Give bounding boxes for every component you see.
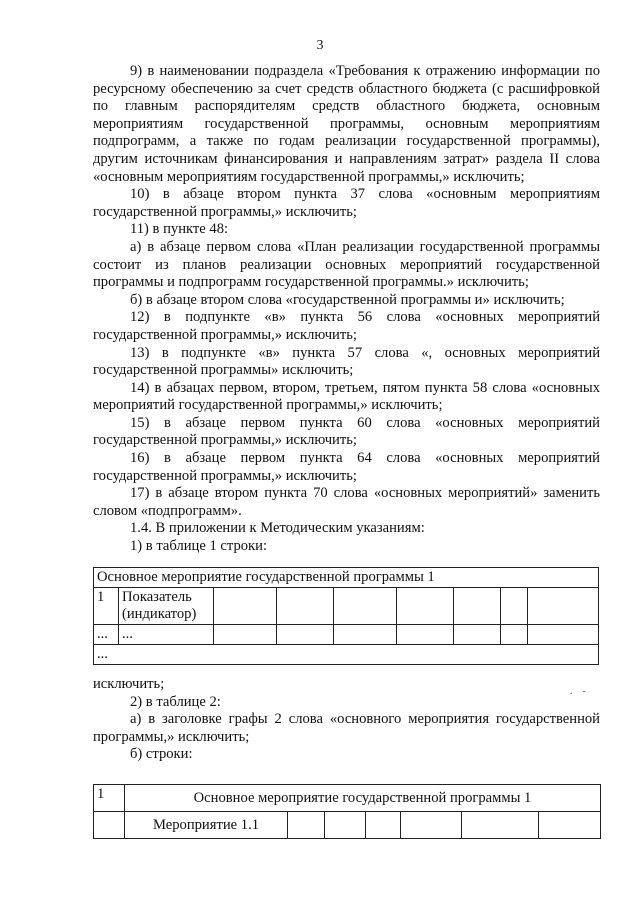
table-row [94,588,599,625]
paragraph-13: 13) в подпункте «в» пункта 57 слова «, основных мероприятий государственной программы» исключить; [93,344,600,379]
table-cell [528,625,599,645]
paragraph-17: 17) в абзаце втором пункта 70 слова «основных мероприятий» заменить словом «подпрограмм». [93,485,600,519]
document-body [93,63,600,556]
table-row [94,645,599,665]
table-cell [94,812,125,839]
table-cell [288,812,325,839]
table1-header-cell: Основное мероприятие государственной программы 1 [94,568,599,588]
paragraph-table2: 2) в таблице 2: [130,693,221,710]
paragraph-12: 12) в подпункте «в» пункта 56 слова «основных мероприятий государственной программы,» исключить; [93,309,600,343]
paragraph-15: 15) в абзаце первом пункта 60 слова «основных мероприятий государственной программы,» исключить; [93,414,600,449]
table-cell [528,588,599,625]
table-cell [397,625,454,645]
table-cell [325,812,366,839]
table1-row3-cell: ... [94,645,599,665]
table-cell [397,588,454,625]
paragraph-11b: б) в абзаце втором слова «государственной программы и» исключить; [130,291,565,308]
table-cell [501,625,528,645]
table2-row2-label: Мероприятие 1.1 [125,812,288,839]
table-cell [277,625,334,645]
table-cell [334,625,397,645]
table-cell [277,588,334,625]
paragraph-11a: а) в абзаце первом слова «План реализации государственной программы состоит из планов реализации основных мероприятий государственной программы и подпрограмм государственной программы.» исключить; [93,238,600,291]
paragraph-9: 9) в наименовании подраздела «Требования к отражению информации по ресурсному обеспечению за счет средств областного бюджета (с расшифровкой по главным распорядителям средств областного бюджета, основным мероприятиям государственной программы, основным мероприятиям подпрограмм, а также по годам реализации государственной программы), другим источникам финансирования и направлениям затрат» раздела II слова «основным мероприятиям государственной программы,» исключить; [93,63,600,185]
paragraph-11: 11) в пункте 48: [130,221,229,238]
table-row [94,625,599,645]
table-cell [501,588,528,625]
table-row [94,568,599,588]
table-1-excerpt [93,567,599,665]
table1-row2-label: ... [119,625,214,645]
scan-mark: . - [570,686,586,697]
page-number: 3 [316,38,324,53]
table-cell [539,812,601,839]
paragraph-14: 14) в абзацах первом, втором, третьем, пятом пункта 58 слова «основных мероприятий государственной программы,» исключить; [93,379,600,414]
table-cell [214,625,277,645]
table-row [94,785,601,812]
table-row [94,812,601,839]
table-cell [454,625,501,645]
paragraph-10: 10) в абзаце втором пункта 37 слова «основным мероприятиям государственной программы,» исключить; [93,186,600,220]
paragraph-table2-a: а) в заголовке графы 2 слова «основного мероприятия государственной программы,» исключить; [93,711,600,745]
table-cell [334,588,397,625]
table-cell [454,588,501,625]
paragraph-16: 16) в абзаце первом пункта 64 слова «основных мероприятий государственной программы,» исключить; [93,450,600,484]
paragraph-table2-b: б) строки: [130,746,193,763]
table-cell [214,588,277,625]
table2-row1-label: Основное мероприятие государственной программы 1 [125,785,601,812]
text-exclude: исключить; [93,676,165,692]
after-table1-block [93,676,600,764]
table1-row1-num: 1 [94,588,119,625]
table1-row2-num: ... [94,625,119,645]
table-2-excerpt [93,784,601,839]
table2-row1-num: 1 [94,785,125,812]
table-cell [462,812,539,839]
paragraph-1-4-1: 1) в таблице 1 строки: [130,538,267,555]
table-cell [366,812,401,839]
table1-row1-label: Показатель (индикатор) [119,588,214,625]
paragraph-1-4: 1.4. В приложении к Методическим указаниям: [130,520,425,537]
table-cell [401,812,462,839]
